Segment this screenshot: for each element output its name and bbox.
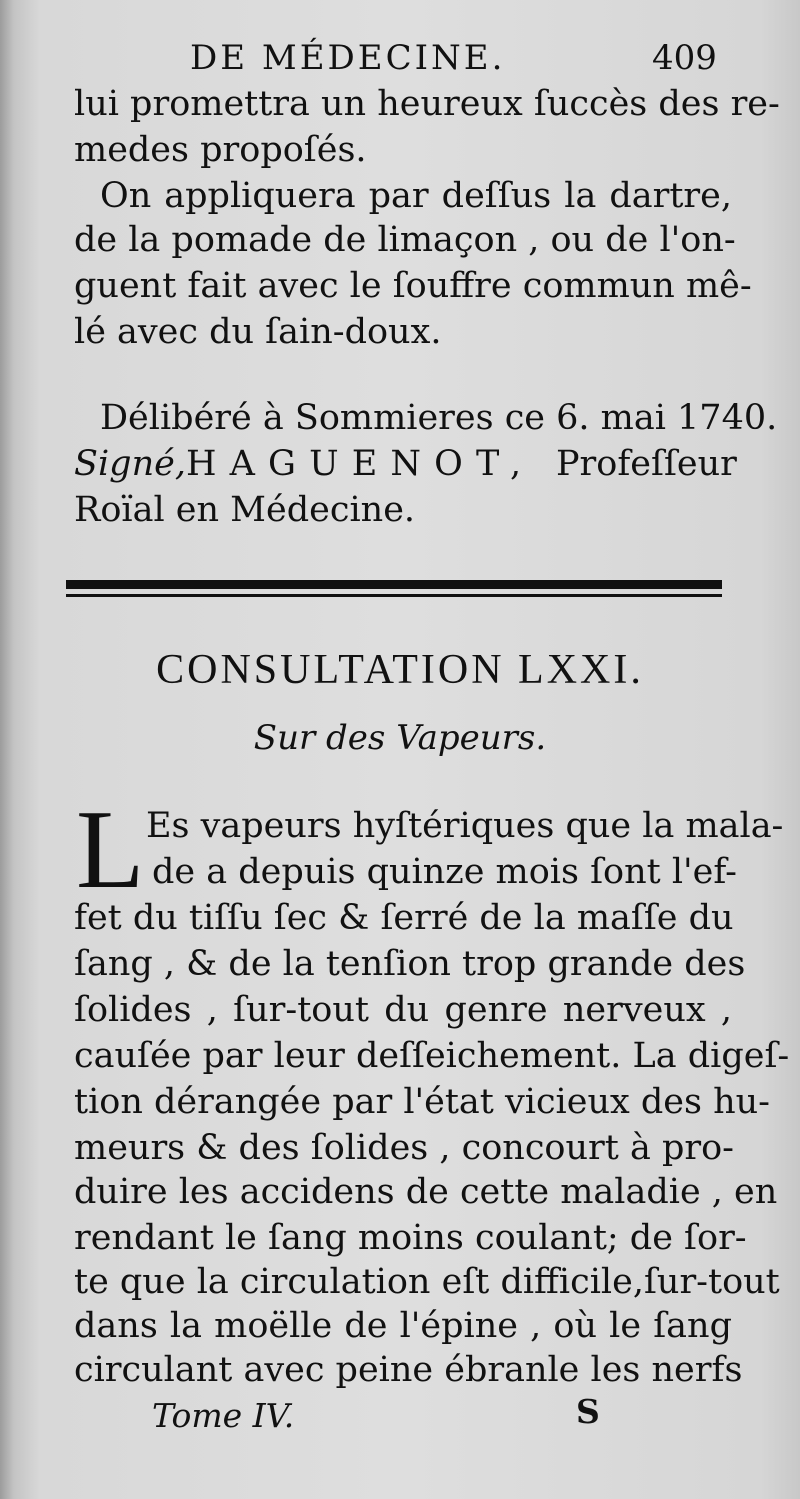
consultation-subtitle: Sur des Vapeurs. [253,718,547,758]
body-line: dans la moëlle de l'épine , où le ſang [74,1306,732,1346]
body-line: ſang , & de la tenſion trop grande des [74,944,746,984]
text-line: guent fait avec le ſouffre commun mê- [74,266,752,306]
body-line: circulant avec peine ébranle les nerfs [74,1350,743,1390]
text-line: lui promettra un heureux ſuccès des re- [74,84,780,124]
author-title-continued: Roïal en Médecine. [74,490,416,530]
body-line: fet du tiſſu ſec & ſerré de la maſſe du [74,898,734,938]
text-line: On appliquera par deſſus la dartre, [100,176,732,216]
page-number: 409 [652,38,717,78]
section-rule-thin [66,594,722,597]
body-line: meurs & des ſolides , concourt à pro- [74,1128,734,1168]
consultation-title: CONSULTATION LXXI. [156,647,644,693]
author-title: Profeſſeur [556,444,737,484]
body-line: ſolides , ſur-tout du genre nerveux , [74,990,732,1030]
deliberation-date: Délibéré à Sommieres ce 6. mai 1740. [100,398,778,438]
volume-label: Tome IV. [152,1396,295,1435]
body-line: cauſée par leur deſſeichement. La digeſ- [74,1036,790,1076]
drop-cap: L [76,788,145,912]
signe-label: Signé, [74,444,186,484]
body-line: duire les accidens de cette maladie , en [74,1172,778,1212]
body-line: Es vapeurs hyſtériques que la mala- [146,806,784,846]
body-line: tion dérangée par l'état vicieux des hu- [74,1082,770,1122]
body-line: te que la circulation eſt difficile,ſur-tout [74,1262,780,1302]
signature-comma: , [510,444,522,484]
signature-mark: S [576,1392,600,1431]
body-line: de a depuis quinze mois ſont l'ef- [152,852,737,892]
text-line: lé avec du ſain-doux. [74,312,442,352]
body-line: rendant le ſang moins coulant; de ſor- [74,1218,747,1258]
section-rule [66,580,722,589]
text-line: de la pomade de limaçon , ou de l'on- [74,220,736,260]
author-name: H A G U E N O T [186,444,501,484]
signature-line [74,444,737,484]
running-head: DE MÉDECINE. [190,38,506,78]
text-line: medes propoſés. [74,130,367,170]
